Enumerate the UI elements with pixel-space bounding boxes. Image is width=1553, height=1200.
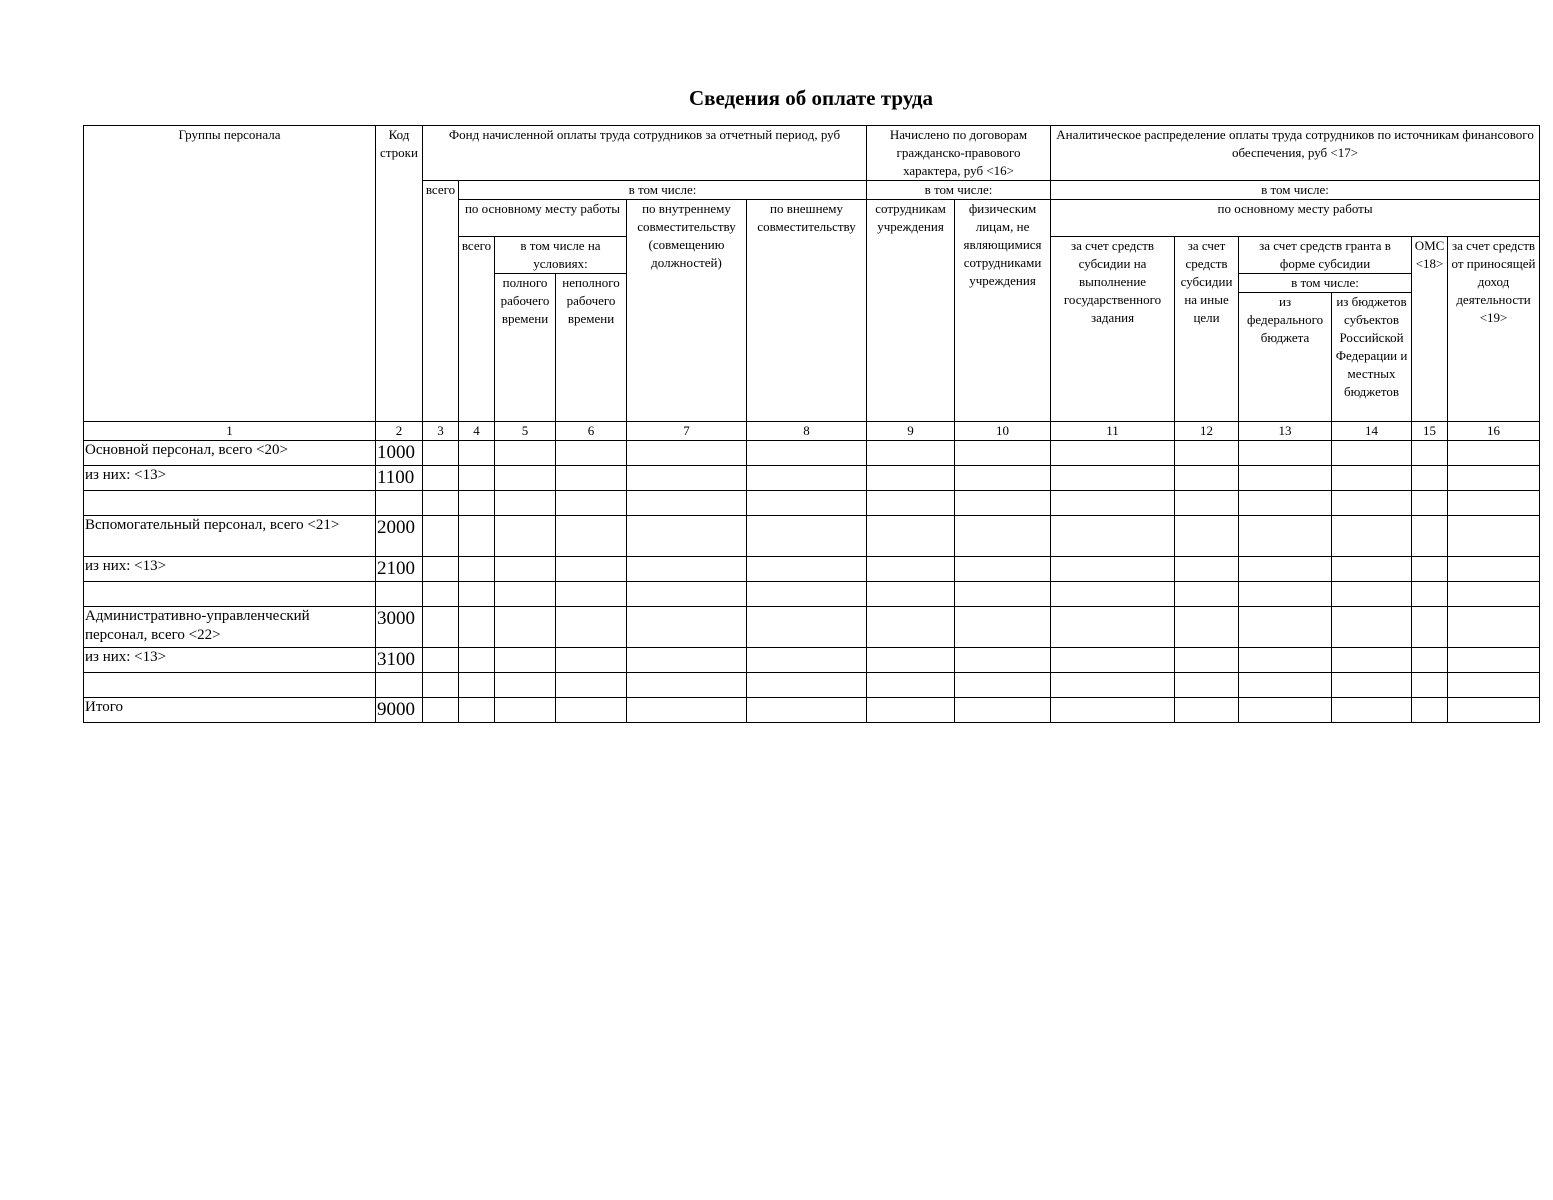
value-cell[interactable] [1412, 673, 1448, 698]
row-label: Основной персонал, всего <20> [84, 441, 376, 466]
value-cell[interactable] [556, 673, 627, 698]
value-cell[interactable] [955, 607, 1051, 648]
value-cell[interactable] [955, 557, 1051, 582]
value-cell[interactable] [459, 698, 495, 723]
header-contracts: Начислено по договорам гражданско-правового характера, руб <16> [867, 126, 1051, 181]
value-cell[interactable] [747, 466, 867, 491]
value-cell[interactable] [1239, 648, 1332, 673]
value-cell[interactable] [1448, 516, 1540, 557]
row-label [84, 491, 376, 516]
value-cell[interactable] [747, 673, 867, 698]
header-fund-total: всего [423, 181, 459, 422]
value-cell[interactable] [495, 441, 556, 466]
row-label: Административно-управленческий персонал, всего <22> [84, 607, 376, 648]
value-cell[interactable] [747, 582, 867, 607]
header-federal: из федерального бюджета [1239, 293, 1332, 422]
value-cell[interactable] [1239, 582, 1332, 607]
value-cell[interactable] [495, 698, 556, 723]
value-cell[interactable] [955, 648, 1051, 673]
row-code: 3000 [376, 607, 423, 648]
value-cell[interactable] [1412, 466, 1448, 491]
value-cell[interactable] [1239, 441, 1332, 466]
value-cell[interactable] [1332, 516, 1412, 557]
value-cell[interactable] [1448, 607, 1540, 648]
value-cell[interactable] [556, 466, 627, 491]
value-cell[interactable] [1448, 491, 1540, 516]
value-cell[interactable] [1051, 557, 1175, 582]
value-cell[interactable] [1448, 441, 1540, 466]
value-cell[interactable] [867, 441, 955, 466]
row-code: 9000 [376, 698, 423, 723]
header-analytic-main-work: по основному месту работы [1051, 200, 1540, 237]
value-cell[interactable] [1448, 698, 1540, 723]
header-employees: сотрудникам учреждения [867, 200, 955, 422]
value-cell[interactable] [627, 557, 747, 582]
value-cell[interactable] [459, 441, 495, 466]
value-cell[interactable] [423, 582, 459, 607]
value-cell[interactable] [1051, 466, 1175, 491]
value-cell[interactable] [1332, 491, 1412, 516]
value-cell[interactable] [556, 516, 627, 557]
header-fund: Фонд начисленной оплаты труда сотрудников за отчетный период, руб [423, 126, 867, 181]
table-row [84, 557, 1540, 582]
value-cell[interactable] [747, 441, 867, 466]
header-external: по внешнему совместительству [747, 200, 867, 422]
value-cell[interactable] [867, 516, 955, 557]
value-cell[interactable] [556, 557, 627, 582]
value-cell[interactable] [1051, 607, 1175, 648]
column-number: 7 [627, 422, 747, 441]
value-cell[interactable] [556, 582, 627, 607]
value-cell[interactable] [1051, 516, 1175, 557]
table-row [84, 441, 1540, 466]
value-cell[interactable] [1412, 698, 1448, 723]
value-cell[interactable] [495, 466, 556, 491]
header-analytic-including: в том числе: [1051, 181, 1540, 200]
value-cell[interactable] [495, 557, 556, 582]
value-cell[interactable] [459, 607, 495, 648]
value-cell[interactable] [1175, 698, 1239, 723]
value-cell[interactable] [1175, 441, 1239, 466]
value-cell[interactable] [747, 516, 867, 557]
value-cell[interactable] [627, 607, 747, 648]
value-cell[interactable] [423, 557, 459, 582]
value-cell[interactable] [1239, 557, 1332, 582]
row-code: 1000 [376, 441, 423, 466]
value-cell[interactable] [1175, 607, 1239, 648]
value-cell[interactable] [423, 516, 459, 557]
row-code: 1100 [376, 466, 423, 491]
value-cell[interactable] [556, 491, 627, 516]
row-label: из них: <13> [84, 557, 376, 582]
column-number: 12 [1175, 422, 1239, 441]
value-cell[interactable] [495, 648, 556, 673]
value-cell[interactable] [1051, 491, 1175, 516]
value-cell[interactable] [1051, 441, 1175, 466]
header-grant: за счет средств гранта в форме субсидии [1239, 237, 1412, 274]
value-cell[interactable] [423, 648, 459, 673]
row-label [84, 673, 376, 698]
value-cell[interactable] [423, 491, 459, 516]
column-number: 3 [423, 422, 459, 441]
column-number: 14 [1332, 422, 1412, 441]
header-subsidy-other: за счет средств субсидии на иные цели [1175, 237, 1239, 422]
value-cell[interactable] [867, 648, 955, 673]
value-cell[interactable] [495, 582, 556, 607]
header-individuals: физическим лицам, не являющимися сотрудниками учреждения [955, 200, 1051, 422]
value-cell[interactable] [1239, 673, 1332, 698]
value-cell[interactable] [627, 582, 747, 607]
value-cell[interactable] [1175, 466, 1239, 491]
column-number-row [84, 422, 1540, 441]
table-row [84, 582, 1540, 607]
value-cell[interactable] [1412, 516, 1448, 557]
value-cell[interactable] [1412, 557, 1448, 582]
value-cell[interactable] [423, 698, 459, 723]
value-cell[interactable] [459, 582, 495, 607]
value-cell[interactable] [867, 607, 955, 648]
value-cell[interactable] [1412, 648, 1448, 673]
value-cell[interactable] [1332, 466, 1412, 491]
column-number: 11 [1051, 422, 1175, 441]
value-cell[interactable] [1051, 648, 1175, 673]
value-cell[interactable] [459, 516, 495, 557]
value-cell[interactable] [1332, 607, 1412, 648]
value-cell[interactable] [1448, 648, 1540, 673]
row-code: 2000 [376, 516, 423, 557]
value-cell[interactable] [459, 648, 495, 673]
table-row [84, 466, 1540, 491]
value-cell[interactable] [955, 516, 1051, 557]
table-row [84, 491, 1540, 516]
value-cell[interactable] [459, 557, 495, 582]
column-number: 5 [495, 422, 556, 441]
value-cell[interactable] [747, 607, 867, 648]
value-cell[interactable] [556, 607, 627, 648]
value-cell[interactable] [495, 607, 556, 648]
value-cell[interactable] [423, 441, 459, 466]
value-cell[interactable] [1332, 673, 1412, 698]
column-number: 16 [1448, 422, 1540, 441]
value-cell[interactable] [747, 491, 867, 516]
header-full-time: полного рабочего времени [495, 274, 556, 422]
value-cell[interactable] [627, 673, 747, 698]
row-label: из них: <13> [84, 648, 376, 673]
header-part-time: неполного рабочего времени [556, 274, 627, 422]
value-cell[interactable] [1175, 491, 1239, 516]
value-cell[interactable] [1175, 673, 1239, 698]
header-groups: Группы персонала [84, 126, 376, 422]
header-grant-including: в том числе: [1239, 274, 1412, 293]
value-cell[interactable] [1051, 582, 1175, 607]
table-row [84, 673, 1540, 698]
value-cell[interactable] [747, 557, 867, 582]
column-number: 13 [1239, 422, 1332, 441]
row-label [84, 582, 376, 607]
value-cell[interactable] [1448, 466, 1540, 491]
row-code [376, 491, 423, 516]
value-cell[interactable] [1412, 441, 1448, 466]
header-fund-including: в том числе: [459, 181, 867, 200]
row-code: 3100 [376, 648, 423, 673]
column-number: 8 [747, 422, 867, 441]
value-cell[interactable] [955, 466, 1051, 491]
row-label: Итого [84, 698, 376, 723]
column-number: 6 [556, 422, 627, 441]
value-cell[interactable] [627, 491, 747, 516]
value-cell[interactable] [1448, 582, 1540, 607]
value-cell[interactable] [1051, 698, 1175, 723]
header-regional: из бюджетов субъектов Российской Федерации и местных бюджетов [1332, 293, 1412, 422]
header-income: за счет средств от приносящей доход деятельности <19> [1448, 237, 1540, 422]
value-cell[interactable] [459, 673, 495, 698]
value-cell[interactable] [1239, 698, 1332, 723]
row-code [376, 582, 423, 607]
value-cell[interactable] [495, 673, 556, 698]
value-cell[interactable] [459, 466, 495, 491]
column-number: 4 [459, 422, 495, 441]
header-code: Код строки [376, 126, 423, 422]
value-cell[interactable] [627, 516, 747, 557]
value-cell[interactable] [747, 698, 867, 723]
table-row [84, 698, 1540, 723]
value-cell[interactable] [1332, 582, 1412, 607]
table-row [84, 607, 1540, 648]
column-number: 10 [955, 422, 1051, 441]
value-cell[interactable] [867, 557, 955, 582]
value-cell[interactable] [1239, 491, 1332, 516]
table-row [84, 516, 1540, 557]
column-number: 1 [84, 422, 376, 441]
value-cell[interactable] [1412, 491, 1448, 516]
value-cell[interactable] [1412, 607, 1448, 648]
value-cell[interactable] [867, 491, 955, 516]
value-cell[interactable] [955, 698, 1051, 723]
value-cell[interactable] [459, 491, 495, 516]
value-cell[interactable] [1175, 582, 1239, 607]
value-cell[interactable] [495, 516, 556, 557]
value-cell[interactable] [955, 673, 1051, 698]
value-cell[interactable] [867, 582, 955, 607]
row-label: из них: <13> [84, 466, 376, 491]
value-cell[interactable] [423, 466, 459, 491]
value-cell[interactable] [627, 466, 747, 491]
header-main-total: всего [459, 237, 495, 422]
column-number: 2 [376, 422, 423, 441]
value-cell[interactable] [495, 491, 556, 516]
value-cell[interactable] [955, 582, 1051, 607]
row-code [376, 673, 423, 698]
value-cell[interactable] [423, 673, 459, 698]
table-row [84, 648, 1540, 673]
header-subsidy-task: за счет средств субсидии на выполнение государственного задания [1051, 237, 1175, 422]
value-cell[interactable] [1412, 582, 1448, 607]
value-cell[interactable] [1448, 673, 1540, 698]
header-main-work: по основному месту работы [459, 200, 627, 237]
value-cell[interactable] [867, 673, 955, 698]
document-title: Сведения об оплате труда [688, 86, 934, 110]
header-contracts-including: в том числе: [867, 181, 1051, 200]
value-cell[interactable] [867, 698, 955, 723]
value-cell[interactable] [627, 698, 747, 723]
row-label: Вспомогательный персонал, всего <21> [84, 516, 376, 557]
value-cell[interactable] [627, 441, 747, 466]
value-cell[interactable] [1239, 516, 1332, 557]
column-number: 9 [867, 422, 955, 441]
value-cell[interactable] [1332, 648, 1412, 673]
value-cell[interactable] [1175, 557, 1239, 582]
value-cell[interactable] [556, 698, 627, 723]
value-cell[interactable] [627, 648, 747, 673]
value-cell[interactable] [955, 491, 1051, 516]
payroll-table [83, 125, 1540, 723]
row-code: 2100 [376, 557, 423, 582]
header-conditions: в том числе на условиях: [495, 237, 627, 274]
value-cell[interactable] [1332, 698, 1412, 723]
value-cell[interactable] [1239, 466, 1332, 491]
value-cell[interactable] [556, 648, 627, 673]
header-analytic: Аналитическое распределение оплаты труда сотрудников по источникам финансового обеспечения, руб <17> [1051, 126, 1540, 181]
header-internal: по внутреннему совместительству (совмещению должностей) [627, 200, 747, 422]
value-cell[interactable] [423, 607, 459, 648]
value-cell[interactable] [1239, 607, 1332, 648]
header-oms: ОМС <18> [1412, 237, 1448, 422]
value-cell[interactable] [1175, 648, 1239, 673]
value-cell[interactable] [955, 441, 1051, 466]
value-cell[interactable] [1175, 516, 1239, 557]
value-cell[interactable] [1332, 441, 1412, 466]
value-cell[interactable] [867, 466, 955, 491]
value-cell[interactable] [1448, 557, 1540, 582]
value-cell[interactable] [556, 441, 627, 466]
value-cell[interactable] [1051, 673, 1175, 698]
column-number: 15 [1412, 422, 1448, 441]
value-cell[interactable] [747, 648, 867, 673]
value-cell[interactable] [1332, 557, 1412, 582]
